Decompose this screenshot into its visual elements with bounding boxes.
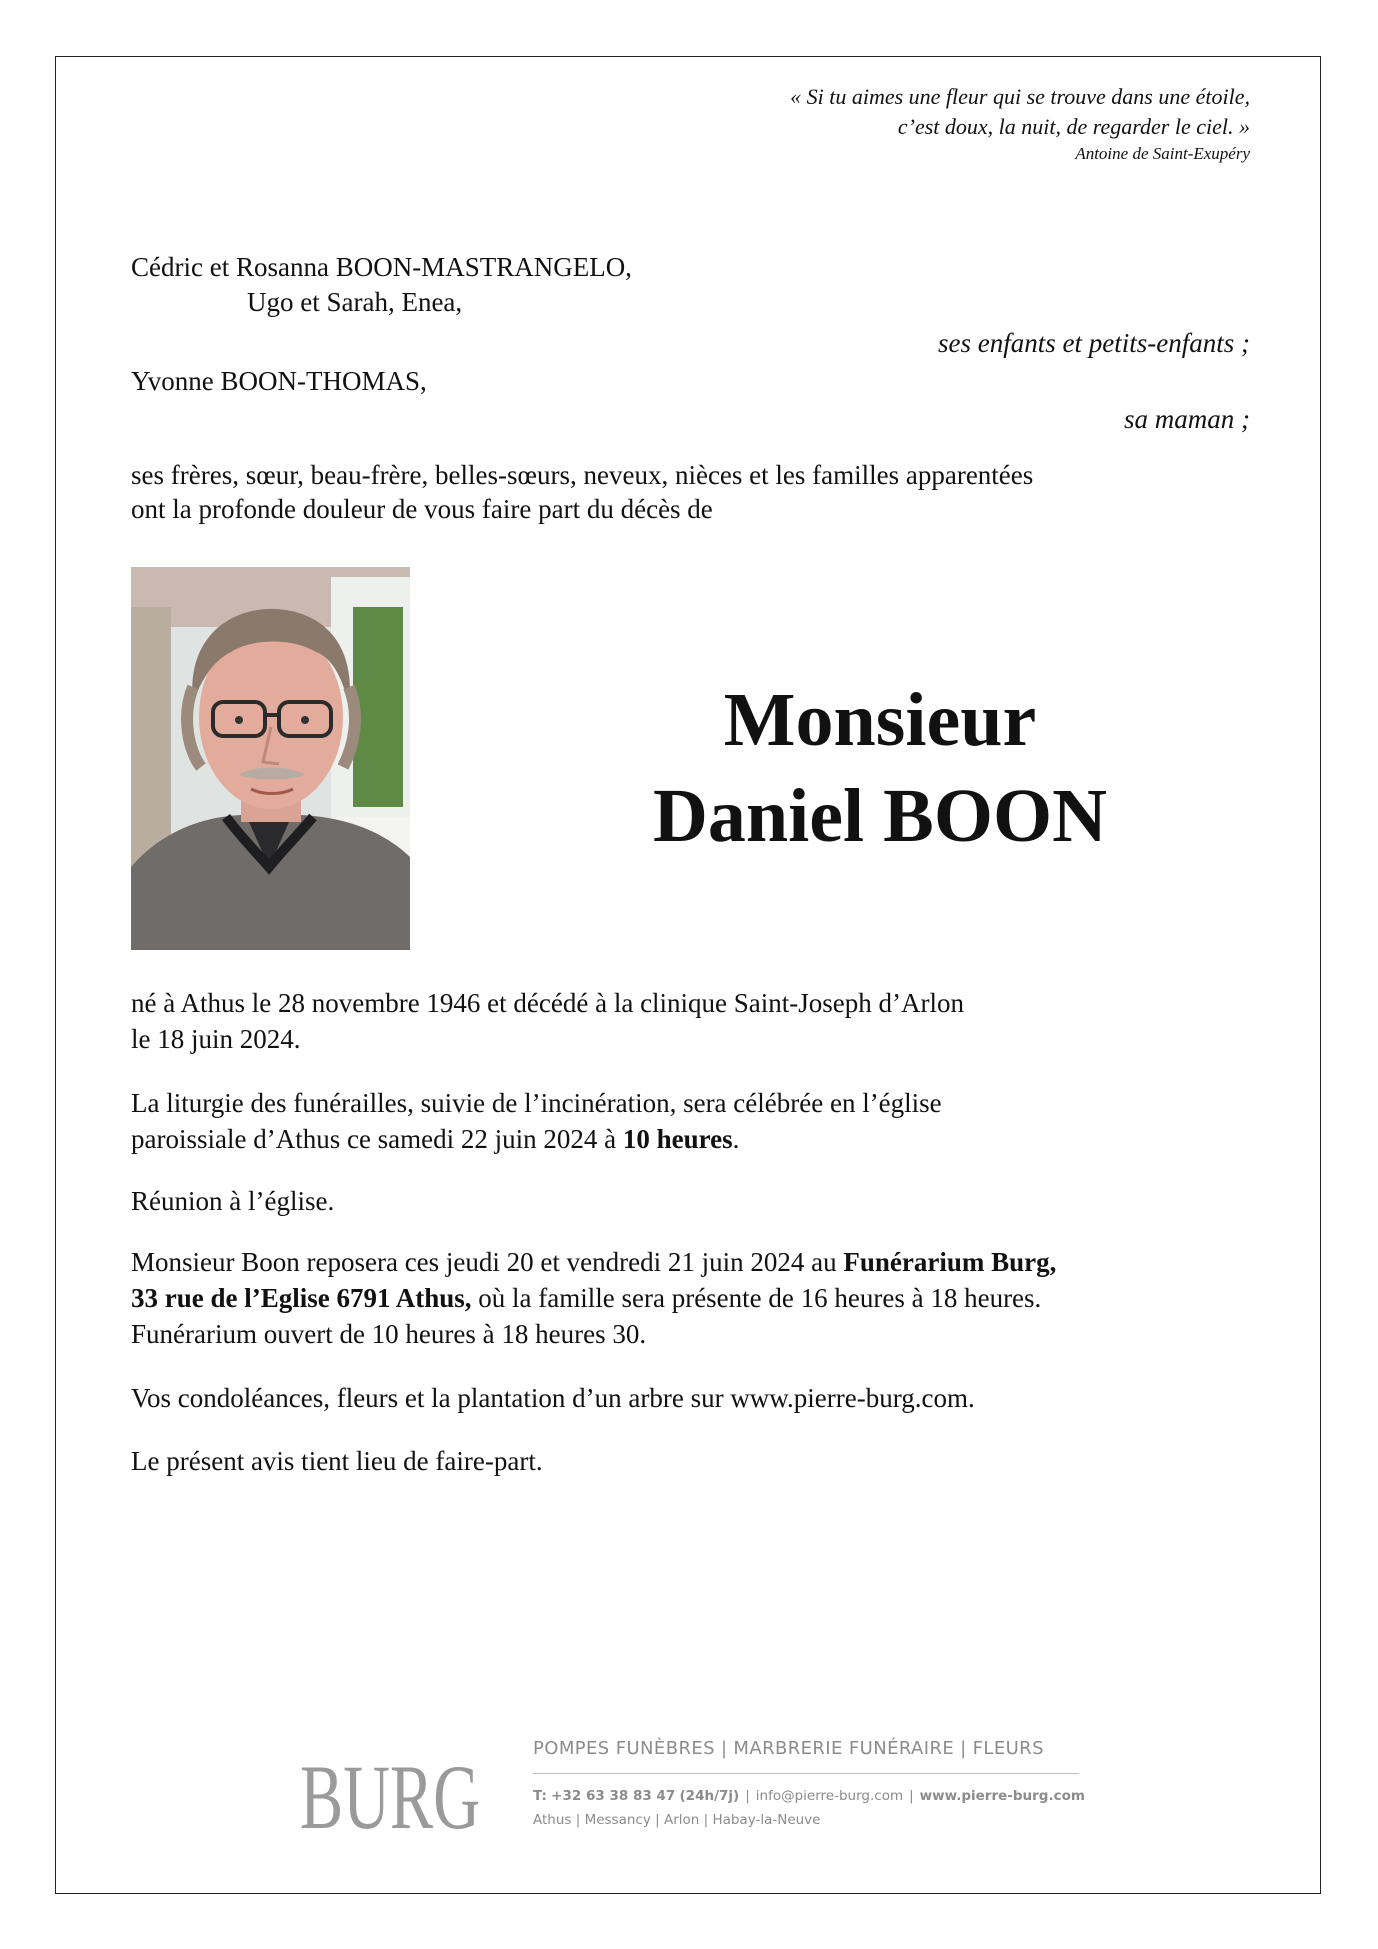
phone-label: T:: [533, 1788, 547, 1804]
paragraph-line: Vos condoléances, fleurs et la plantation d’un arbre sur www.pierre-burg.com.: [131, 1383, 975, 1413]
website-link[interactable]: www.pierre-burg.com: [919, 1788, 1085, 1804]
funerarium-name: Funérarium Burg,: [843, 1247, 1057, 1277]
phone-number[interactable]: +32 63 38 83 47: [551, 1788, 676, 1804]
family-relation: ses enfants et petits-enfants ;: [938, 328, 1250, 358]
paragraph-line: [131, 1121, 942, 1157]
paragraph-line: Réunion à l’église.: [131, 1186, 335, 1216]
liturgy-time: 10 heures: [622, 1124, 733, 1154]
rest-text: où la famille sera présente de 16 heures à 18 heures.: [471, 1283, 1042, 1313]
deceased-name-block: [560, 672, 1200, 864]
family-relation: sa maman ;: [1124, 404, 1250, 434]
birth-death-paragraph: [131, 985, 964, 1057]
family-line: Yvonne BOON-THOMAS,: [131, 366, 427, 396]
phone-hours: (24h/7j): [679, 1788, 740, 1804]
locations-line: Athus | Messancy | Arlon | Habay-la-Neuve: [533, 1812, 821, 1828]
paragraph-line: [131, 1280, 1056, 1316]
funerarium-paragraph: [131, 1244, 1056, 1352]
condolences-paragraph: [131, 1380, 975, 1416]
meeting-paragraph: [131, 1183, 334, 1219]
liturgy-paragraph: [131, 1085, 942, 1157]
paragraph-line: le 18 juin 2024.: [131, 1024, 301, 1054]
portrait-photo: [131, 567, 410, 950]
family-line: ses frères, sœur, beau-frère, belles-sœurs, neveux, nièces et les familles apparentées: [131, 460, 1034, 490]
separator: |: [960, 1738, 967, 1759]
rest-text: Monsieur Boon reposera ces jeudi 20 et vendredi 21 juin 2024 au: [131, 1247, 844, 1277]
contact-line: [533, 1788, 1085, 1804]
service-item: POMPES FUNÈBRES: [533, 1738, 715, 1759]
quote-author: Antoine de Saint-Exupéry: [1075, 144, 1250, 163]
logo-text: BURG: [300, 1746, 480, 1848]
quote-line: « Si tu aimes une fleur qui se trouve dans une étoile,: [790, 84, 1250, 109]
services-line: [533, 1738, 1085, 1759]
footer-info: [533, 1738, 1085, 1828]
paragraph-line: [131, 1244, 1056, 1280]
service-item: FLEURS: [972, 1738, 1044, 1759]
service-item: MARBRERIE FUNÉRAIRE: [733, 1738, 955, 1759]
separator: |: [720, 1738, 728, 1759]
funerarium-address: 33 rue de l’Eglise 6791 Athus,: [131, 1283, 472, 1313]
liturgy-punct: .: [732, 1124, 740, 1154]
separator: |: [909, 1788, 914, 1804]
deceased-name: Daniel BOON: [653, 774, 1107, 858]
separator: |: [745, 1788, 750, 1804]
paragraph-line: né à Athus le 28 novembre 1946 et décédé à la clinique Saint-Joseph d’Arlon: [131, 988, 965, 1018]
family-line: Ugo et Sarah, Enea,: [247, 287, 463, 317]
epigraph: [790, 82, 1250, 166]
family-line: Cédric et Rosanna BOON-MASTRANGELO,: [131, 252, 632, 282]
liturgy-text: paroissiale d’Athus ce samedi 22 juin 2024 à: [131, 1124, 623, 1154]
burg-logo: [298, 1740, 488, 1855]
deceased-title: Monsieur: [723, 678, 1037, 762]
family-line: ont la profonde douleur de vous faire part du décès de: [131, 494, 713, 524]
paragraph-line: Le présent avis tient lieu de faire-part.: [131, 1446, 543, 1476]
footer-divider: [533, 1773, 1079, 1774]
paragraph-line: Funérarium ouvert de 10 heures à 18 heures 30.: [131, 1319, 647, 1349]
quote-line: c’est doux, la nuit, de regarder le ciel. »: [897, 114, 1250, 139]
paragraph-line: La liturgie des funérailles, suivie de l’incinération, sera célébrée en l’église: [131, 1088, 942, 1118]
email-link[interactable]: info@pierre-burg.com: [755, 1788, 904, 1804]
notice-paragraph: [131, 1443, 543, 1479]
